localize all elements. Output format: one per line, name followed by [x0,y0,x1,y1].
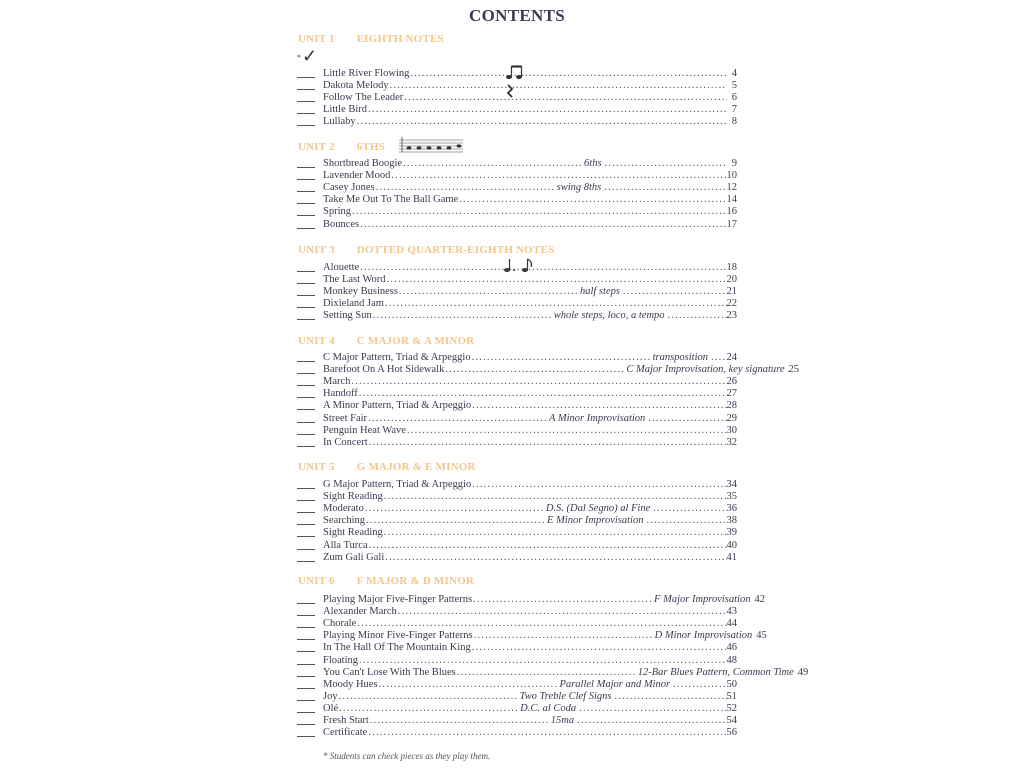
checkbox-line[interactable] [297,396,315,398]
checkbox-line[interactable] [297,699,315,701]
dot-leader [672,679,726,691]
page-number: 24 [726,352,737,363]
page-number: 56 [726,727,737,739]
checkbox-line[interactable] [297,270,315,272]
piece-title: The Last Word [323,274,386,286]
toc-row [297,540,737,552]
checkbox-line[interactable] [297,626,315,628]
dot-leader [471,479,726,491]
checkbox-line[interactable] [297,433,315,435]
page-number: 21 [726,286,737,298]
piece-title: Fresh Start [323,715,369,726]
dot-leader [604,158,727,170]
toc-row [297,527,737,539]
page-number: 23 [726,310,737,322]
piece-title: Playing Major Five-Finger Patterns [323,594,473,605]
page-number: 49 [797,666,809,678]
dot-leader [389,80,727,92]
piece-title: Handoff [323,388,358,400]
page-number: 8 [731,116,737,128]
page-number: 5 [731,80,737,92]
dot-leader [406,425,727,437]
checkbox-line[interactable] [297,88,315,90]
footnote: * Students can check pieces as they play them. [323,751,491,761]
checkbox-line[interactable] [297,76,315,78]
piece-title: March [323,376,351,388]
unit-name: C MAJOR & A MINOR [356,335,475,347]
checkbox-line[interactable] [297,178,315,180]
checkbox-line[interactable] [297,227,315,229]
piece-concept: D.S. (Dal Segno) al Fine [545,503,651,515]
page-number: 34 [726,479,737,490]
unit-label: UNIT 1 [298,33,335,45]
toc-row [297,727,737,739]
toc-row [297,298,737,310]
dot-leader [471,352,651,364]
unit-name: G MAJOR & E MINOR [356,461,476,473]
page-number: 29 [726,412,737,424]
piece-title: Penguin Heat Wave [323,424,406,436]
unit-name: EIGHTH NOTES [356,33,444,45]
piece-title: Little Bird [323,104,368,116]
page-number: 7 [731,104,737,116]
dot-leader [603,182,726,194]
piece-title: Bounces [323,218,360,230]
page-number: 51 [726,690,737,702]
toc-row [297,400,737,412]
dot-leader [471,400,726,412]
piece-title: Sight Reading [323,491,383,503]
checkbox-line[interactable] [297,384,315,386]
dot-leader [667,310,727,322]
piece-title: You Can't Lose With The Blues [323,666,456,678]
dot-leader [384,552,726,564]
page-number: 30 [726,424,737,436]
unit-name: 6THS [356,141,386,153]
unit-4-heading [298,335,474,347]
unit-1-heading [298,33,444,45]
dot-leader [359,219,726,231]
piece-title: Joy [323,690,338,702]
toc-row [297,606,737,618]
piece-title: Moderato [323,503,364,515]
dot-leader [383,527,727,539]
checkbox-line[interactable] [297,523,315,525]
toc-row [297,170,737,182]
page-number: 43 [726,606,737,618]
toc-row [297,116,737,128]
piece-concept: D Minor Improvisation [654,630,753,642]
checkbox-line[interactable] [297,421,315,423]
piece-concept: A Minor Improvisation [549,412,646,424]
piece-concept: half steps [579,286,620,298]
dot-leader [710,352,726,364]
checkbox-line[interactable] [297,723,315,725]
toc-row [297,630,767,642]
dot-leader [444,364,624,376]
dot-leader [369,715,549,727]
toc-row [297,479,737,491]
dot-leader [367,104,727,116]
unit-2-heading [298,141,385,153]
dot-leader [364,503,544,515]
piece-concept: E Minor Improvisation [547,515,644,527]
unit-name: F MAJOR & D MINOR [356,575,475,587]
unit-label: UNIT 6 [298,575,335,587]
page-number: 20 [726,274,737,286]
page-number: 4 [731,68,737,79]
toc-row [297,715,737,727]
piece-concept: transposition [652,352,709,363]
unit-5-heading [298,461,476,473]
unit-label: UNIT 2 [298,141,335,153]
unit-3-heading [298,244,554,256]
page-number: 25 [788,364,799,376]
page-number: 27 [726,388,737,400]
checkbox-line[interactable] [297,548,315,550]
toc-row [297,92,737,104]
dot-leader [390,170,726,182]
dot-leader [358,388,727,400]
piece-title: Dixieland Jam [323,298,384,310]
piece-concept: 12-Bar Blues Pattern, Common Time [637,666,794,678]
piece-concept: Two Treble Clef Signs [519,690,612,702]
dot-leader [378,679,558,691]
page-number: 12 [726,182,737,194]
dot-leader [367,727,726,739]
checkbox-line[interactable] [297,735,315,737]
page-number: 52 [726,702,737,714]
piece-concept: 15ma [550,715,575,726]
dot-leader [350,376,726,388]
dot-leader [456,667,636,679]
piece-title: Playing Minor Five-Finger Patterns [323,630,473,642]
page-number: 38 [726,515,737,527]
page-number: 18 [726,262,737,273]
toc-row [297,425,737,437]
checkbox-line[interactable] [297,687,315,689]
page-number: 28 [726,400,737,412]
piece-concept: 6ths [584,158,602,169]
toc-row [297,388,737,400]
piece-concept: C Major Improvisation, key signature [626,364,785,376]
unit-label: UNIT 3 [298,244,335,256]
checkbox-line[interactable] [297,445,315,447]
piece-title: In The Hall Of The Mountain King [323,642,471,654]
dot-leader [652,503,726,515]
piece-title: Certificate [323,727,368,739]
piece-concept: D.C. al Coda [520,702,577,714]
toc-row [297,364,799,376]
checkbox-line[interactable] [297,614,315,616]
toc-row [297,491,737,503]
piece-title: Take Me Out To The Ball Game [323,194,459,206]
piece-title: Spring [323,206,352,218]
checkbox-line[interactable] [297,112,315,114]
toc-row [297,666,809,679]
dot-leader [473,630,653,642]
dot-leader [472,594,652,606]
dot-leader [386,274,727,286]
dot-leader [409,68,727,80]
page-number: 50 [726,678,737,690]
checkbox-line[interactable] [297,202,315,204]
checkbox-line[interactable] [297,306,315,308]
toc-row [297,262,737,274]
piece-title: Monkey Business [323,286,398,298]
piece-concept: swing 8ths [556,182,602,194]
piece-title: Lavender Mood [323,170,391,182]
toc-row [297,679,737,691]
dot-leader [576,715,726,727]
toc-row [297,68,737,80]
page-number: 35 [726,491,737,503]
checkbox-line[interactable] [297,511,315,513]
toc-row [297,376,737,388]
unit-label: UNIT 5 [298,461,335,473]
page-number: 45 [756,630,767,642]
piece-title: Follow The Leader [323,92,404,104]
dot-leader [367,413,547,425]
unit-6-heading [298,575,474,587]
piece-title: Casey Jones [323,182,375,194]
piece-title: Alouette [323,262,360,273]
dot-leader [375,182,555,194]
piece-title: A Minor Pattern, Triad & Arpeggio [323,400,472,412]
toc-row [297,286,737,298]
dot-leader [338,703,518,715]
page-number: 17 [726,218,737,230]
page-number: 40 [726,539,737,551]
piece-title: Olé [323,702,339,714]
checkbox-line[interactable] [297,663,315,665]
piece-title: Setting Sun [323,310,372,322]
dot-leader [368,437,727,449]
checkbox-line[interactable] [297,100,315,102]
checkbox-line[interactable] [297,560,315,562]
dot-leader [402,158,582,170]
checkbox-line[interactable] [297,214,315,216]
dot-leader [403,92,727,104]
checkbox-line[interactable] [297,638,315,640]
dot-leader [372,310,552,322]
checkbox-line[interactable] [297,294,315,296]
dot-leader [613,691,726,703]
piece-concept: whole steps, loco, a tempo [553,310,665,322]
checkbox-line[interactable] [297,282,315,284]
toc-row [297,206,737,218]
piece-title: Alla Turca [323,539,368,551]
piece-title: Shortbread Boogie [323,158,403,169]
dot-leader [622,286,727,298]
checkbox-line[interactable] [297,360,315,362]
dot-leader [365,515,545,527]
toc-row [297,691,737,703]
toc-row [297,274,737,286]
checkmark-icon: ✓ [302,46,318,66]
toc-row [297,618,737,630]
page-number: 48 [726,654,737,666]
checkbox-line[interactable] [297,372,315,374]
page-number: 41 [726,551,737,563]
toc-row [297,104,737,116]
dot-leader [383,491,727,503]
toc-row [297,182,737,194]
dot-leader [578,703,726,715]
checkbox-line[interactable] [297,124,315,126]
toc-row [297,219,737,231]
checkbox-line[interactable] [297,499,315,501]
checkbox-line[interactable] [297,675,315,677]
piece-title: Little River Flowing [323,68,410,79]
dot-leader [368,540,727,552]
dot-leader [398,286,578,298]
page-number: 10 [726,170,737,182]
page-number: 22 [726,298,737,310]
dot-leader [397,606,727,618]
unit-label: UNIT 4 [298,335,335,347]
piece-title: Searching [323,515,365,527]
checkbox-line[interactable] [297,602,315,604]
dot-leader [647,413,726,425]
check-star: * [297,53,301,62]
page-number: 26 [726,376,737,388]
piece-concept: Parallel Major and Minor [559,678,671,690]
page-number: 44 [726,618,737,630]
page-number: 9 [731,158,737,169]
dot-leader [359,262,726,274]
toc-row [297,352,737,364]
piece-title: Floating [323,654,359,666]
toc-row [297,503,737,515]
page-title: CONTENTS [469,6,565,25]
piece-title: In Concert [323,436,368,448]
toc-row [297,310,737,322]
page-number: 36 [726,503,737,515]
toc-row [297,655,737,667]
toc-row [297,552,737,564]
sixths-notation-icon [399,137,463,155]
checkbox-line[interactable] [297,650,315,652]
dot-leader [358,655,726,667]
checkbox-line[interactable] [297,408,315,410]
page-number: 39 [726,527,737,539]
checkbox-line[interactable] [297,535,315,537]
dot-leader [356,618,726,630]
piece-title: C Major Pattern, Triad & Arpeggio [323,352,471,363]
checkbox-line[interactable] [297,318,315,320]
dot-leader [458,194,726,206]
piece-title: Zum Gali Gali [323,551,385,563]
checkbox-line[interactable] [297,166,315,168]
page-number: 32 [726,436,737,448]
toc-row [297,703,737,715]
piece-title: Dakota Melody [323,80,389,92]
toc-row [297,194,737,206]
dot-leader [351,206,726,218]
toc-row [297,642,737,654]
piece-title: Street Fair [323,412,368,424]
dot-leader [471,642,727,654]
page-number: 14 [726,194,737,206]
toc-row [297,158,737,170]
toc-row [297,437,737,449]
piece-concept: F Major Improvisation [654,594,751,605]
checkbox-line[interactable] [297,487,315,489]
piece-title: Sight Reading [323,527,383,539]
page-number: 16 [726,206,737,218]
checkbox-line[interactable] [297,190,315,192]
toc-row [297,413,737,425]
page-number: 46 [726,642,737,654]
dot-leader [356,116,727,128]
toc-row [297,594,765,606]
dot-leader [645,515,726,527]
piece-title: Chorale [323,618,357,630]
piece-title: Lullaby [323,116,356,128]
dot-leader [338,691,518,703]
page-number: 54 [726,715,737,726]
unit-name: DOTTED QUARTER-EIGHTH NOTES [356,244,555,256]
piece-title: Barefoot On A Hot Sidewalk [323,364,445,376]
piece-title: Moody Hues [323,678,378,690]
checkbox-line[interactable] [297,711,315,713]
piece-title: Alexander March [323,606,397,618]
toc-row [297,515,737,527]
page-number: 6 [731,92,737,104]
dot-leader [384,298,727,310]
toc-row [297,80,737,92]
piece-title: G Major Pattern, Triad & Arpeggio [323,479,472,490]
page-number: 42 [754,594,765,605]
